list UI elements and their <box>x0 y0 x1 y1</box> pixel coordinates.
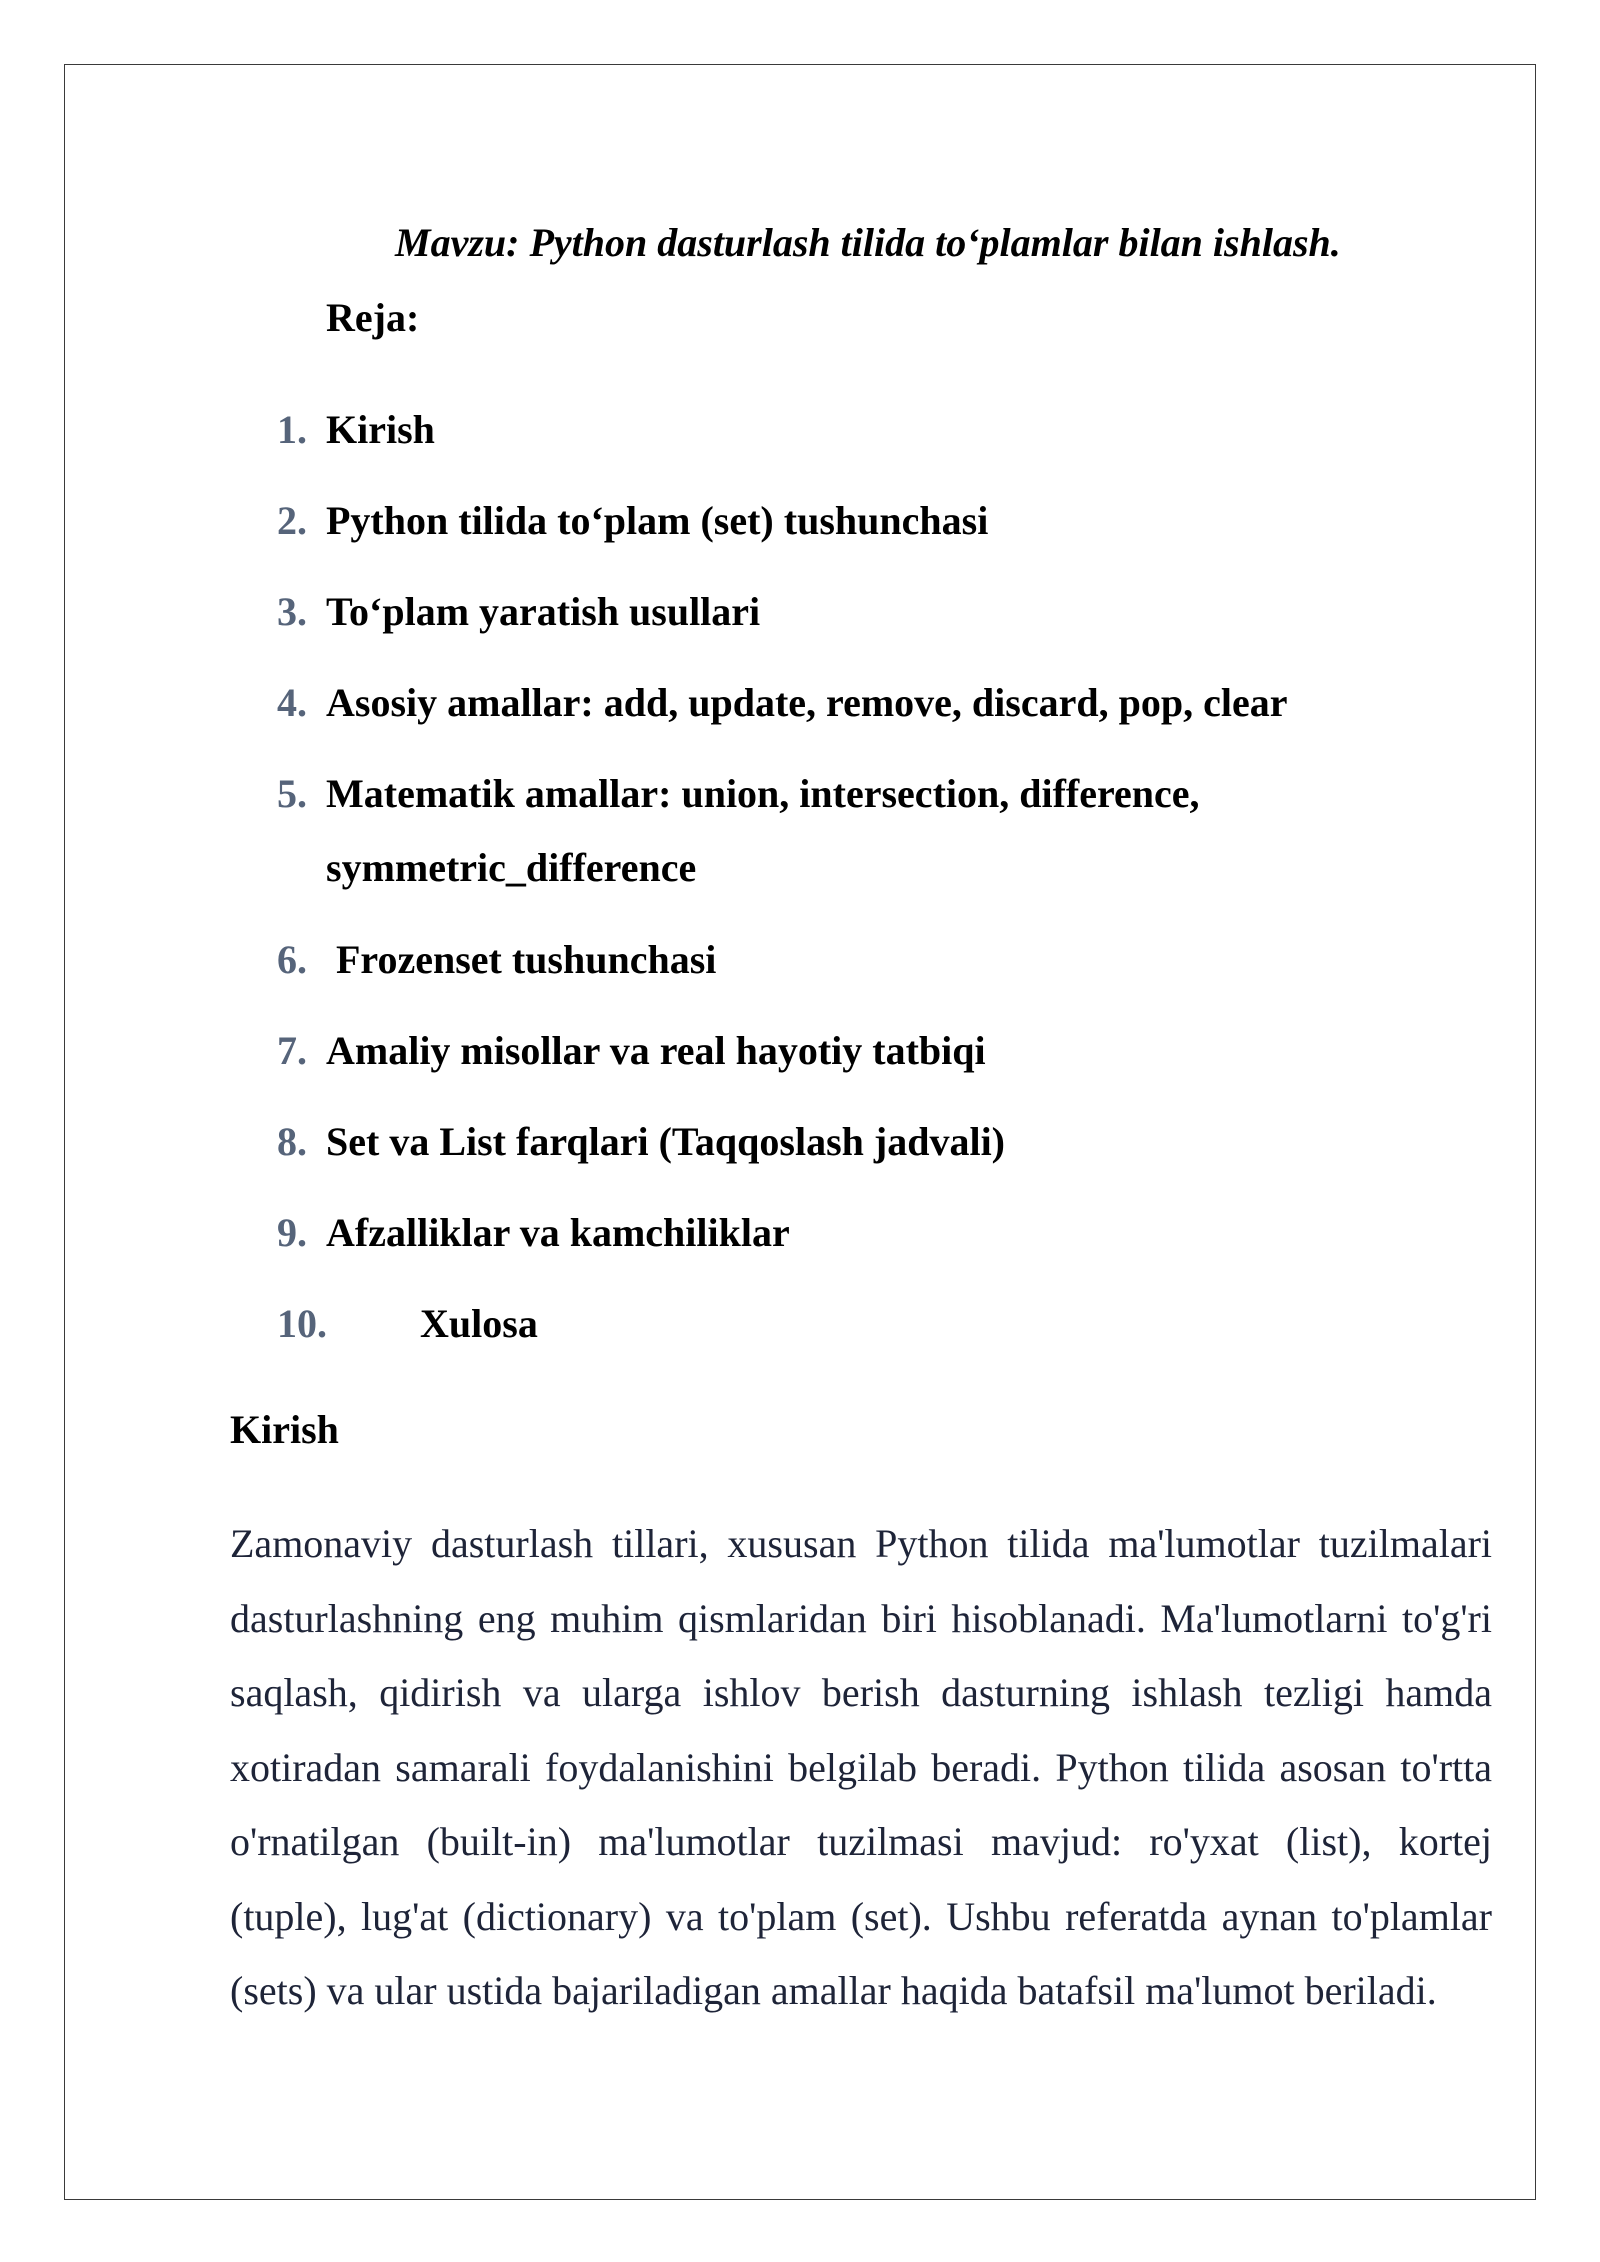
plan-item-number: 5. <box>277 771 307 816</box>
plan-item-text: To‘plam yaratish usullari <box>326 589 761 634</box>
plan-item-number: 4. <box>277 680 307 725</box>
plan-item-text: Amaliy misollar va real hayotiy tatbiqi <box>326 1028 986 1073</box>
section-heading-intro: Kirish <box>230 1407 339 1452</box>
plan-item-text: Matematik amallar: union, intersection, difference, symmetric_difference <box>326 771 1200 890</box>
plan-item-number: 6. <box>277 937 307 982</box>
plan-item-text: Set va List farqlari (Taqqoslash jadvali) <box>326 1119 1006 1164</box>
plan-item-text: Asosiy amallar: add, update, remove, discard, pop, clear <box>326 680 1288 725</box>
plan-item-text: Python tilida to‘plam (set) tushunchasi <box>326 498 989 543</box>
plan-item-text: Xulosa <box>420 1301 538 1346</box>
plan-item-number: 8. <box>277 1119 307 1164</box>
plan-item-number: 2. <box>277 498 307 543</box>
plan-item-number: 10. <box>277 1301 327 1346</box>
plan-item-number: 3. <box>277 589 307 634</box>
plan-item-text: Frozenset tushunchasi <box>326 937 717 982</box>
plan-item-number: 7. <box>277 1028 307 1073</box>
plan-label: Reja: <box>326 295 420 340</box>
intro-paragraph: Zamonaviy dasturlash tillari, xususan Python tilida ma'lumotlar tuzilmalari dasturlashning eng muhim qismlaridan biri hisoblanadi. Ma'lumotlarni to'g'ri saqlash, qidirish va ularga ishlov berish dasturning ishlash tezligi hamda xotiradan samarali foydalanishini belgilab beradi. Python tilida asosan to'rtta o'rnatilgan (built-in) ma'lumotlar tuzilmasi mavjud: ro'yxat (list), kortej (tuple), lug'at (dictionary) va to'plam (set). Ushbu referatda aynan to'plamlar (sets) va ular ustida bajariladigan amallar haqida batafsil ma'lumot beriladi. <box>230 1521 1492 2013</box>
topic-title: Mavzu: Python dasturlash tilida to‘plamlar bilan ishlash. <box>395 220 1341 265</box>
plan-item-number: 1. <box>277 407 307 452</box>
plan-item-number: 9. <box>277 1210 307 1255</box>
plan-item-text: Afzalliklar va kamchiliklar <box>326 1210 790 1255</box>
plan-item-text: Kirish <box>326 407 435 452</box>
